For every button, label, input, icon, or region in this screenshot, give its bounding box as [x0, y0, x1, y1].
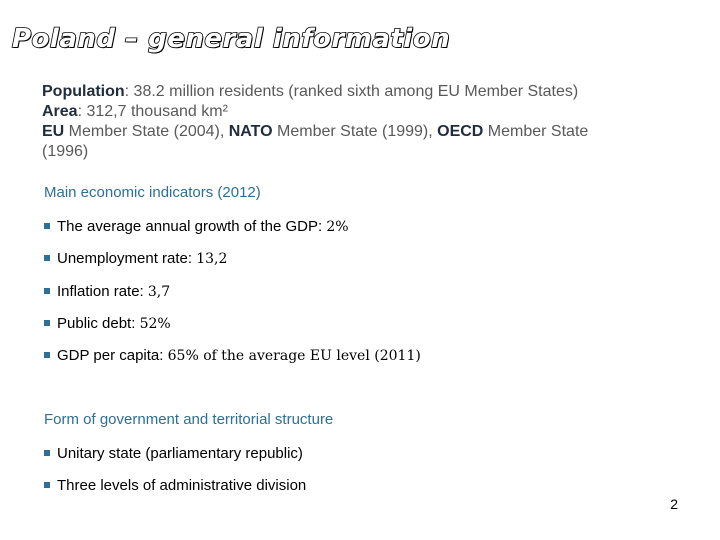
item-value: 2% — [326, 219, 349, 235]
bullet-square-icon — [44, 450, 50, 456]
economic-item-unemployment — [44, 250, 227, 267]
area-value: : 312,7 thousand km² — [77, 103, 228, 120]
population-label: Population — [42, 83, 125, 100]
government-heading: Form of government and territorial structure — [44, 411, 334, 428]
facts-block — [42, 82, 642, 162]
item-label: Public debt: — [57, 315, 140, 332]
item-label: Unemployment rate: — [57, 250, 197, 267]
oecd-label: OECD — [437, 123, 484, 140]
membership-line — [42, 122, 642, 142]
economic-heading: Main economic indicators (2012) — [44, 184, 261, 201]
slide-title: Poland – general information — [12, 24, 451, 54]
page-number: 2 — [670, 496, 678, 512]
economic-item-gdp-growth — [44, 218, 349, 235]
nato-value: Member State (1999), — [272, 123, 438, 140]
bullet-square-icon — [44, 255, 50, 261]
item-label: GDP per capita: — [57, 347, 168, 364]
bullet-square-icon — [44, 352, 50, 358]
item-value: 65% of the average EU level (2011) — [167, 348, 421, 364]
oecd-year: (1996) — [42, 143, 89, 160]
area-label: Area — [42, 103, 78, 120]
bullet-square-icon — [44, 288, 50, 294]
nato-label: NATO — [228, 123, 273, 140]
item-label: Inflation rate: — [57, 283, 148, 300]
oecd-value: Member State — [483, 123, 589, 140]
item-value: 52% — [139, 316, 171, 332]
economic-item-inflation — [44, 283, 170, 300]
area-line — [42, 102, 642, 122]
eu-label: EU — [42, 123, 65, 140]
government-item-state-type — [44, 445, 303, 462]
item-label: Three levels of administrative division — [57, 477, 307, 494]
item-label: Unitary state (parliamentary republic) — [57, 445, 303, 462]
item-value: 3,7 — [147, 284, 171, 300]
eu-value: Member State (2004), — [64, 123, 229, 140]
bullet-square-icon — [44, 482, 50, 488]
bullet-square-icon — [44, 223, 50, 229]
economic-item-gdp-per-capita — [44, 347, 421, 364]
item-value: 13,2 — [196, 251, 228, 267]
bullet-square-icon — [44, 320, 50, 326]
economic-item-public-debt — [44, 315, 171, 332]
item-label: The average annual growth of the GDP: — [57, 218, 327, 235]
population-line — [42, 82, 642, 102]
population-value: : 38.2 million residents (ranked sixth among EU Member States) — [124, 83, 579, 100]
government-item-admin-levels — [44, 477, 306, 494]
